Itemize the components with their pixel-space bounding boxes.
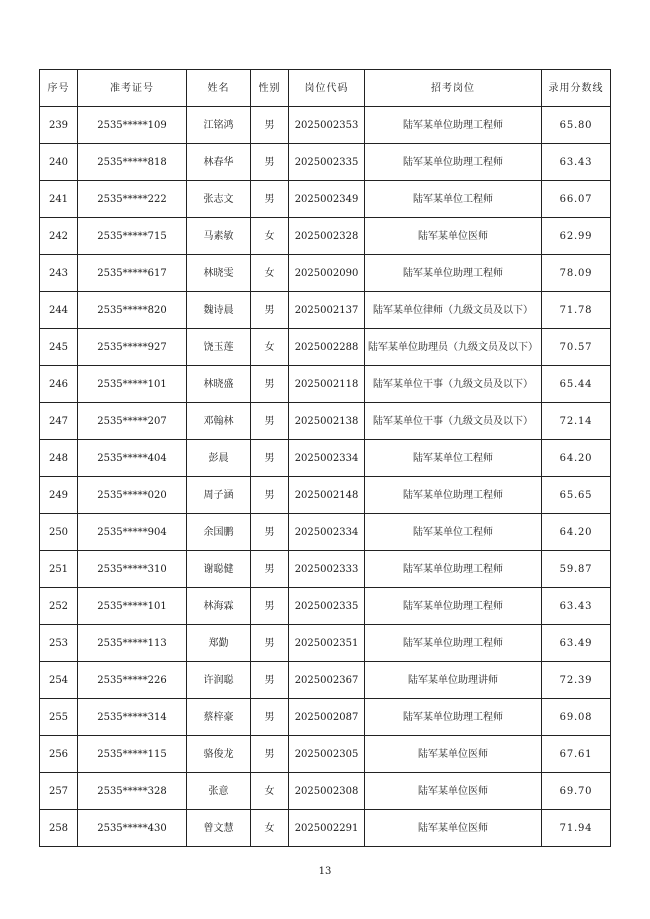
header-post-code: 岗位代码	[289, 70, 365, 107]
cell-post-code: 2025002148	[289, 477, 365, 514]
header-recruitment-post: 招考岗位	[365, 70, 542, 107]
page-number: 13	[318, 866, 332, 877]
table-row	[40, 662, 611, 699]
cell-name: 张意	[187, 773, 251, 810]
table-row	[40, 514, 611, 551]
cell-exam-ticket-number: 2535*****113	[78, 625, 187, 662]
cell-gender: 男	[251, 144, 289, 181]
cell-gender: 男	[251, 514, 289, 551]
table-row	[40, 773, 611, 810]
cell-gender: 男	[251, 403, 289, 440]
cell-post-code: 2025002333	[289, 551, 365, 588]
cell-post-code: 2025002308	[289, 773, 365, 810]
table-row	[40, 440, 611, 477]
cell-admission-score: 70.57	[542, 329, 611, 366]
cell-post-code: 2025002137	[289, 292, 365, 329]
cell-gender: 男	[251, 440, 289, 477]
cell-recruitment-post: 陆军某单位助理讲师	[365, 662, 542, 699]
cell-admission-score: 71.78	[542, 292, 611, 329]
cell-post-code: 2025002351	[289, 625, 365, 662]
cell-serial-number: 251	[40, 551, 78, 588]
cell-gender: 女	[251, 810, 289, 847]
cell-post-code: 2025002090	[289, 255, 365, 292]
cell-recruitment-post: 陆军某单位医师	[365, 773, 542, 810]
table-row	[40, 551, 611, 588]
cell-post-code: 2025002367	[289, 662, 365, 699]
cell-serial-number: 246	[40, 366, 78, 403]
cell-name: 谢聪健	[187, 551, 251, 588]
cell-post-code: 2025002334	[289, 440, 365, 477]
cell-admission-score: 78.09	[542, 255, 611, 292]
cell-name: 林晓盛	[187, 366, 251, 403]
cell-post-code: 2025002087	[289, 699, 365, 736]
cell-gender: 女	[251, 329, 289, 366]
table-row	[40, 588, 611, 625]
cell-post-code: 2025002349	[289, 181, 365, 218]
cell-gender: 男	[251, 699, 289, 736]
table-row	[40, 255, 611, 292]
cell-admission-score: 63.43	[542, 144, 611, 181]
cell-serial-number: 256	[40, 736, 78, 773]
cell-recruitment-post: 陆军某单位工程师	[365, 514, 542, 551]
cell-post-code: 2025002305	[289, 736, 365, 773]
cell-serial-number: 247	[40, 403, 78, 440]
cell-exam-ticket-number: 2535*****115	[78, 736, 187, 773]
cell-recruitment-post: 陆军某单位医师	[365, 736, 542, 773]
cell-gender: 女	[251, 255, 289, 292]
cell-recruitment-post: 陆军某单位律师（九级文员及以下）	[365, 292, 542, 329]
cell-admission-score: 67.61	[542, 736, 611, 773]
cell-serial-number: 257	[40, 773, 78, 810]
cell-name: 林春华	[187, 144, 251, 181]
cell-gender: 男	[251, 551, 289, 588]
cell-recruitment-post: 陆军某单位工程师	[365, 440, 542, 477]
table-row	[40, 810, 611, 847]
cell-exam-ticket-number: 2535*****207	[78, 403, 187, 440]
cell-exam-ticket-number: 2535*****226	[78, 662, 187, 699]
cell-name: 骆俊龙	[187, 736, 251, 773]
cell-name: 周子涵	[187, 477, 251, 514]
cell-admission-score: 72.14	[542, 403, 611, 440]
cell-name: 张志文	[187, 181, 251, 218]
cell-admission-score: 71.94	[542, 810, 611, 847]
table-row	[40, 477, 611, 514]
cell-recruitment-post: 陆军某单位工程师	[365, 181, 542, 218]
cell-post-code: 2025002334	[289, 514, 365, 551]
cell-admission-score: 63.43	[542, 588, 611, 625]
cell-serial-number: 242	[40, 218, 78, 255]
cell-exam-ticket-number: 2535*****904	[78, 514, 187, 551]
cell-exam-ticket-number: 2535*****310	[78, 551, 187, 588]
cell-recruitment-post: 陆军某单位干事（九级文员及以下）	[365, 403, 542, 440]
cell-serial-number: 254	[40, 662, 78, 699]
cell-name: 马素敏	[187, 218, 251, 255]
header-gender: 性别	[251, 70, 289, 107]
cell-admission-score: 65.65	[542, 477, 611, 514]
cell-recruitment-post: 陆军某单位助理工程师	[365, 625, 542, 662]
cell-recruitment-post: 陆军某单位助理工程师	[365, 255, 542, 292]
cell-exam-ticket-number: 2535*****820	[78, 292, 187, 329]
cell-recruitment-post: 陆军某单位医师	[365, 810, 542, 847]
cell-recruitment-post: 陆军某单位助理员（九级文员及以下）	[365, 329, 542, 366]
table-row	[40, 329, 611, 366]
cell-exam-ticket-number: 2535*****101	[78, 588, 187, 625]
cell-post-code: 2025002288	[289, 329, 365, 366]
cell-admission-score: 65.44	[542, 366, 611, 403]
cell-admission-score: 66.07	[542, 181, 611, 218]
table-row	[40, 625, 611, 662]
cell-admission-score: 64.20	[542, 440, 611, 477]
cell-exam-ticket-number: 2535*****222	[78, 181, 187, 218]
cell-recruitment-post: 陆军某单位助理工程师	[365, 699, 542, 736]
cell-name: 林海霖	[187, 588, 251, 625]
cell-recruitment-post: 陆军某单位助理工程师	[365, 477, 542, 514]
cell-name: 彭晨	[187, 440, 251, 477]
cell-post-code: 2025002353	[289, 107, 365, 144]
cell-gender: 男	[251, 662, 289, 699]
cell-exam-ticket-number: 2535*****020	[78, 477, 187, 514]
table-row	[40, 181, 611, 218]
cell-gender: 男	[251, 625, 289, 662]
cell-admission-score: 65.80	[542, 107, 611, 144]
cell-gender: 女	[251, 218, 289, 255]
cell-recruitment-post: 陆军某单位助理工程师	[365, 588, 542, 625]
cell-gender: 男	[251, 477, 289, 514]
table-row	[40, 403, 611, 440]
cell-admission-score: 63.49	[542, 625, 611, 662]
cell-name: 魏诗晨	[187, 292, 251, 329]
header-name: 姓名	[187, 70, 251, 107]
cell-name: 郑勤	[187, 625, 251, 662]
cell-gender: 女	[251, 773, 289, 810]
cell-serial-number: 252	[40, 588, 78, 625]
cell-recruitment-post: 陆军某单位医师	[365, 218, 542, 255]
cell-admission-score: 72.39	[542, 662, 611, 699]
cell-name: 邓翰林	[187, 403, 251, 440]
table-row	[40, 144, 611, 181]
cell-admission-score: 64.20	[542, 514, 611, 551]
cell-exam-ticket-number: 2535*****617	[78, 255, 187, 292]
cell-serial-number: 244	[40, 292, 78, 329]
cell-name: 林晓雯	[187, 255, 251, 292]
cell-exam-ticket-number: 2535*****328	[78, 773, 187, 810]
table-row	[40, 736, 611, 773]
cell-post-code: 2025002335	[289, 144, 365, 181]
cell-post-code: 2025002328	[289, 218, 365, 255]
table-row	[40, 107, 611, 144]
cell-gender: 男	[251, 736, 289, 773]
cell-gender: 男	[251, 181, 289, 218]
cell-post-code: 2025002291	[289, 810, 365, 847]
cell-exam-ticket-number: 2535*****715	[78, 218, 187, 255]
cell-admission-score: 69.70	[542, 773, 611, 810]
header-admission-score: 录用分数线	[542, 70, 611, 107]
table-row	[40, 366, 611, 403]
cell-gender: 男	[251, 588, 289, 625]
table-body	[40, 107, 611, 847]
cell-exam-ticket-number: 2535*****818	[78, 144, 187, 181]
cell-exam-ticket-number: 2535*****314	[78, 699, 187, 736]
table-header-row	[40, 70, 611, 107]
cell-post-code: 2025002118	[289, 366, 365, 403]
cell-admission-score: 59.87	[542, 551, 611, 588]
header-serial-number: 序号	[40, 70, 78, 107]
cell-gender: 男	[251, 292, 289, 329]
cell-exam-ticket-number: 2535*****430	[78, 810, 187, 847]
table-row	[40, 292, 611, 329]
cell-serial-number: 241	[40, 181, 78, 218]
cell-recruitment-post: 陆军某单位干事（九级文员及以下）	[365, 366, 542, 403]
cell-serial-number: 243	[40, 255, 78, 292]
admission-score-table	[39, 69, 611, 847]
cell-name: 江铭鸿	[187, 107, 251, 144]
cell-exam-ticket-number: 2535*****101	[78, 366, 187, 403]
cell-recruitment-post: 陆军某单位助理工程师	[365, 551, 542, 588]
table-row	[40, 218, 611, 255]
cell-exam-ticket-number: 2535*****404	[78, 440, 187, 477]
cell-name: 许润聪	[187, 662, 251, 699]
cell-name: 余国鹏	[187, 514, 251, 551]
cell-post-code: 2025002138	[289, 403, 365, 440]
cell-exam-ticket-number: 2535*****109	[78, 107, 187, 144]
table-row	[40, 699, 611, 736]
cell-serial-number: 253	[40, 625, 78, 662]
cell-name: 饶玉莲	[187, 329, 251, 366]
cell-serial-number: 249	[40, 477, 78, 514]
cell-serial-number: 240	[40, 144, 78, 181]
cell-name: 曾文慧	[187, 810, 251, 847]
cell-name: 蔡梓豪	[187, 699, 251, 736]
header-exam-ticket-number: 准考证号	[78, 70, 187, 107]
cell-gender: 男	[251, 366, 289, 403]
cell-admission-score: 69.08	[542, 699, 611, 736]
cell-admission-score: 62.99	[542, 218, 611, 255]
cell-serial-number: 245	[40, 329, 78, 366]
cell-serial-number: 258	[40, 810, 78, 847]
cell-gender: 男	[251, 107, 289, 144]
cell-recruitment-post: 陆军某单位助理工程师	[365, 107, 542, 144]
cell-post-code: 2025002335	[289, 588, 365, 625]
cell-serial-number: 250	[40, 514, 78, 551]
cell-recruitment-post: 陆军某单位助理工程师	[365, 144, 542, 181]
cell-serial-number: 239	[40, 107, 78, 144]
cell-serial-number: 248	[40, 440, 78, 477]
cell-serial-number: 255	[40, 699, 78, 736]
cell-exam-ticket-number: 2535*****927	[78, 329, 187, 366]
